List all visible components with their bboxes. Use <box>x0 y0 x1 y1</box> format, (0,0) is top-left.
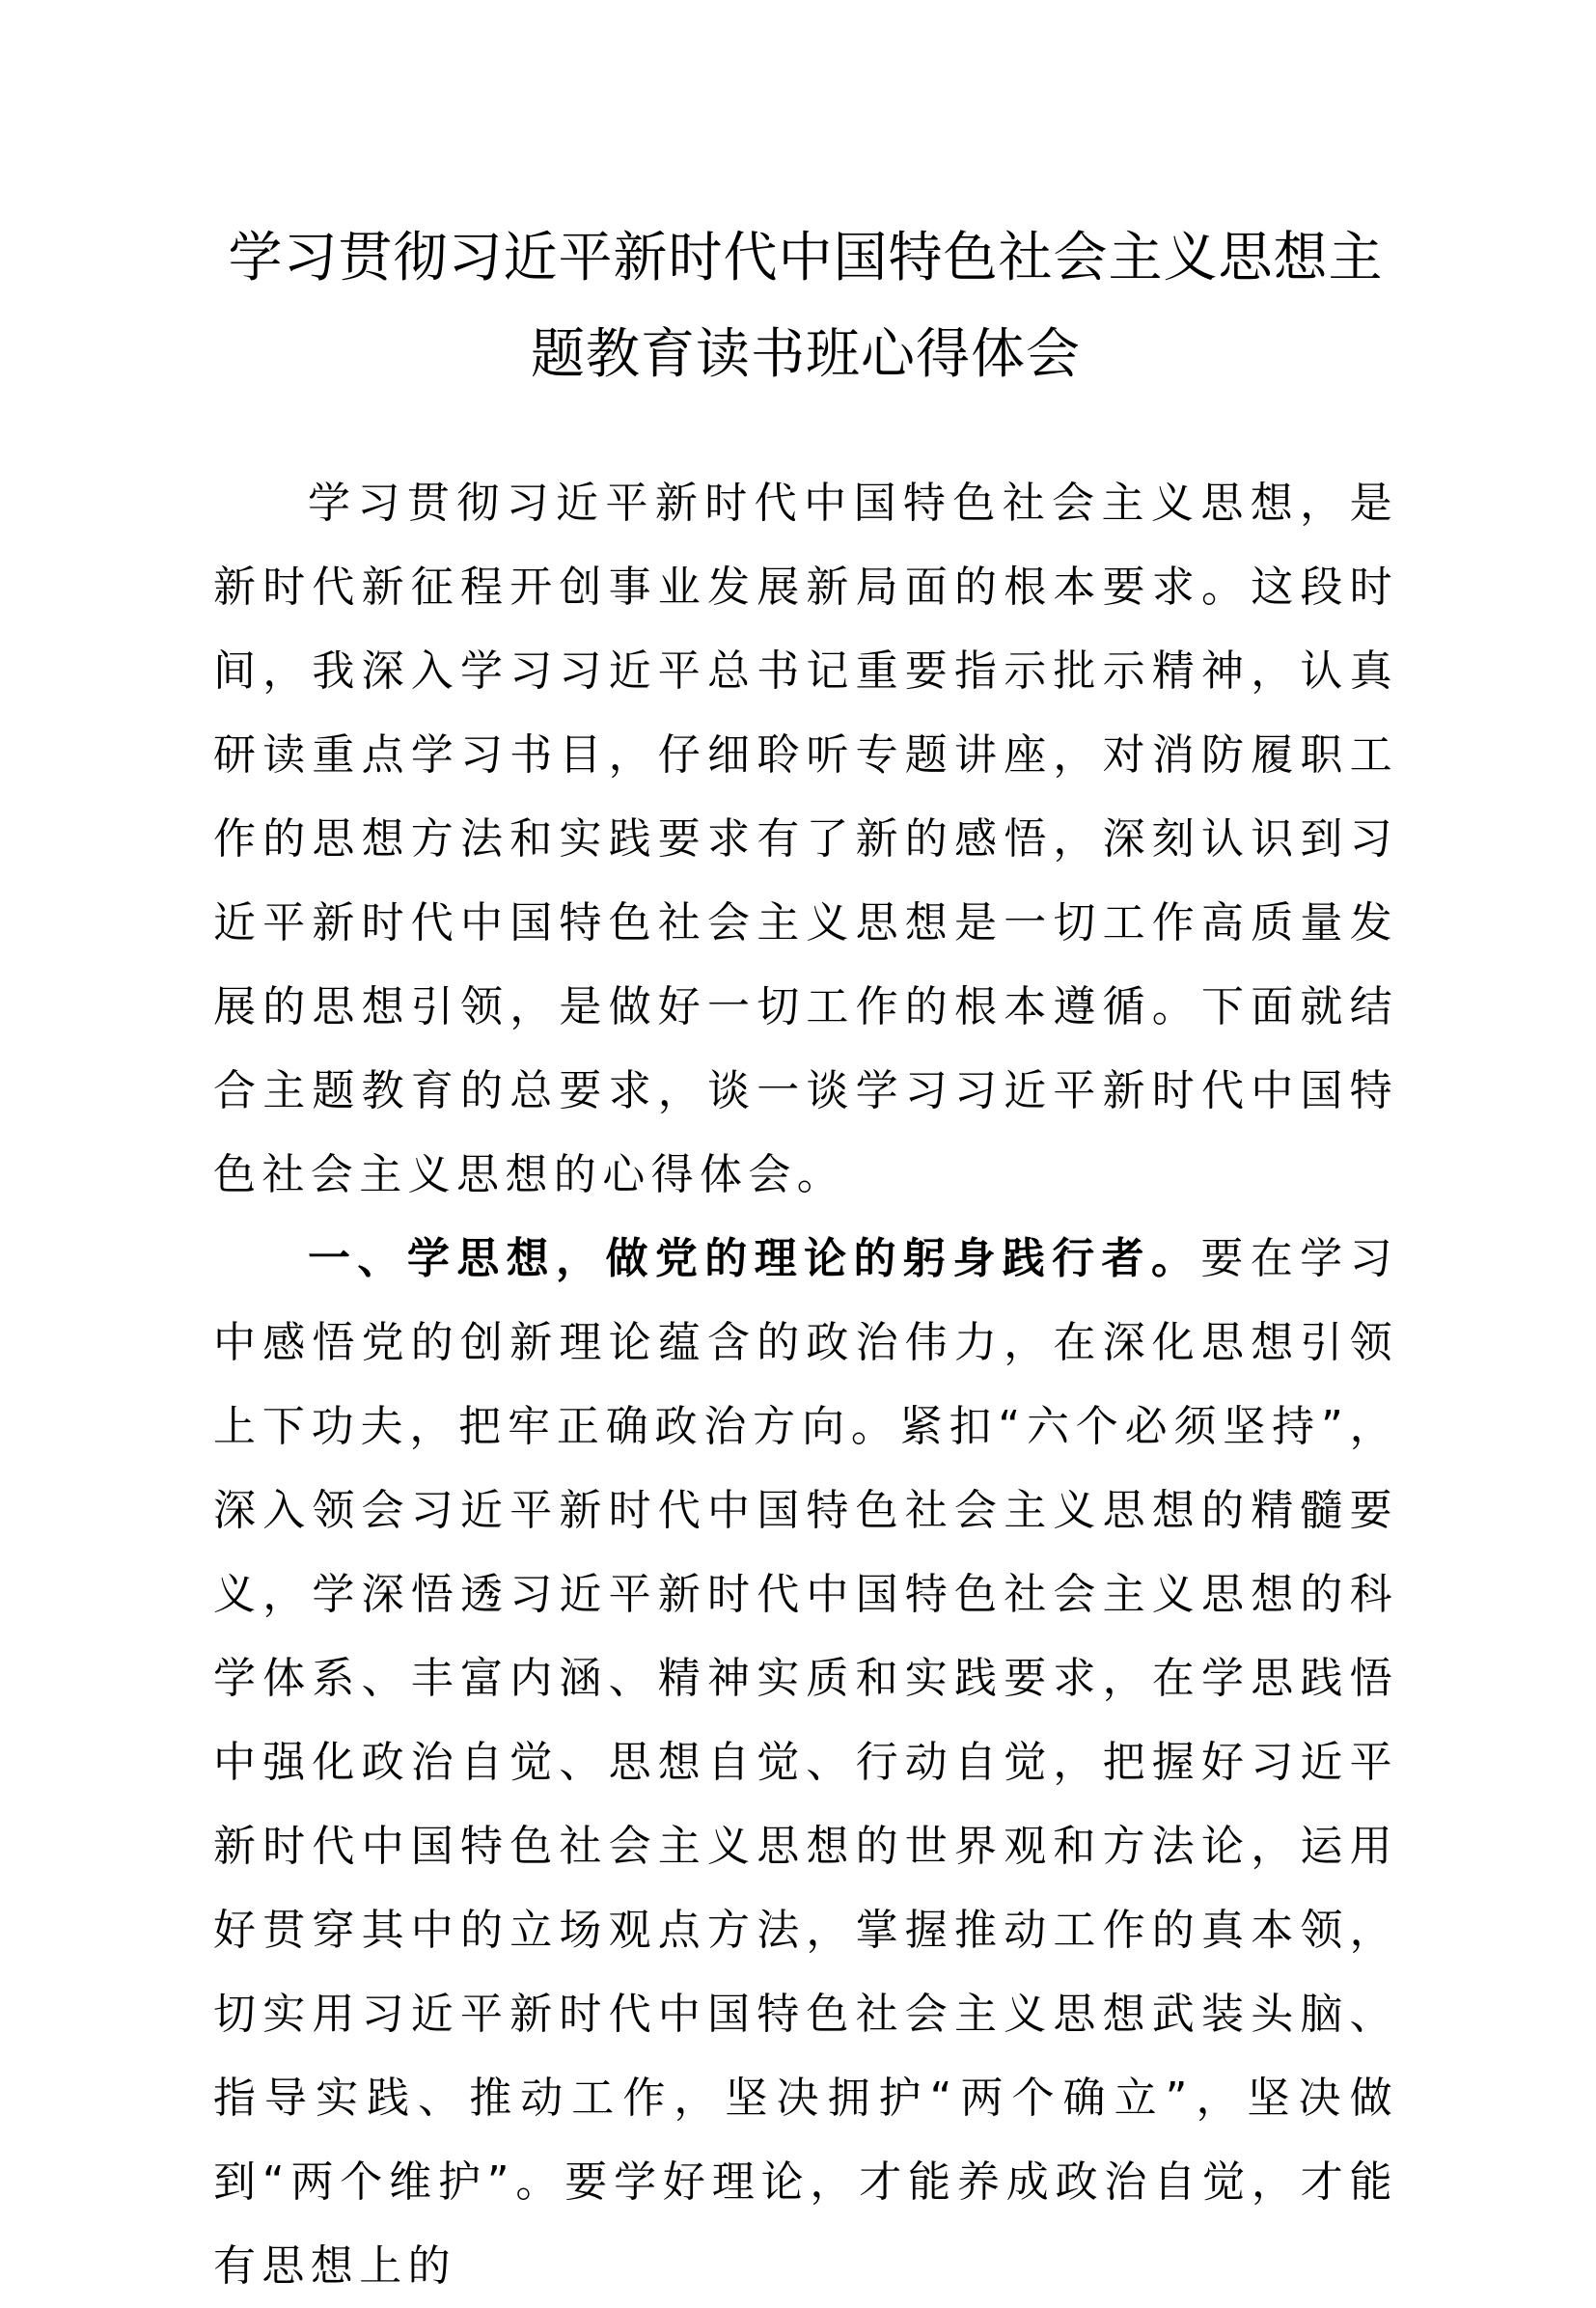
document-body <box>213 461 1398 2308</box>
paragraph-intro <box>213 461 1398 1217</box>
paragraph-section-1 <box>213 1217 1398 2308</box>
document-title <box>213 210 1398 403</box>
paragraph-text: 学习贯彻习近平新时代中国特色社会主义思想，是新时代新征程开创事业发展新局面的根本要求。这段时间，我深入学习习近平总书记重要指示批示精神，认真研读重点学习书目，仔细聆听专题讲座，对消防履职工作的思想方法和实践要求有了新的感悟，深刻认识到习近平新时代中国特色社会主义思想是一切工作高质量发展的思想引领，是做好一切工作的根本遵循。下面就结合主题教育的总要求，谈一谈学习习近平新时代中国特色社会主义思想的心得体会。 <box>213 479 1398 1199</box>
title-line-2: 题教育读书班心得体会 <box>531 323 1081 386</box>
section-heading: 一、学思想，做党的理论的躬身践行者。 <box>308 1234 1201 1283</box>
paragraph-text: 要在学习中感悟党的创新理论蕴含的政治伟力，在深化思想引领上下功夫，把牢正确政治方向。紧扣“六个必须坚持”，深入领会习近平新时代中国特色社会主义思想的精髓要义，学深悟透习近平新时代中国特色社会主义思想的科学体系、丰富内涵、精神实质和实践要求，在学思践悟中强化政治自觉、思想自觉、行动自觉，把握好习近平新时代中国特色社会主义思想的世界观和方法论，运用好贯穿其中的立场观点方法，掌握推动工作的真本领，切实用习近平新时代中国特色社会主义思想武装头脑、指导实践、推动工作，坚决拥护“两个确立”，坚决做到“两个维护”。要学好理论，才能养成政治自觉，才能有思想上的 <box>213 1234 1398 2291</box>
title-line-1: 学习贯彻习近平新时代中国特色社会主义思想主 <box>228 227 1384 289</box>
